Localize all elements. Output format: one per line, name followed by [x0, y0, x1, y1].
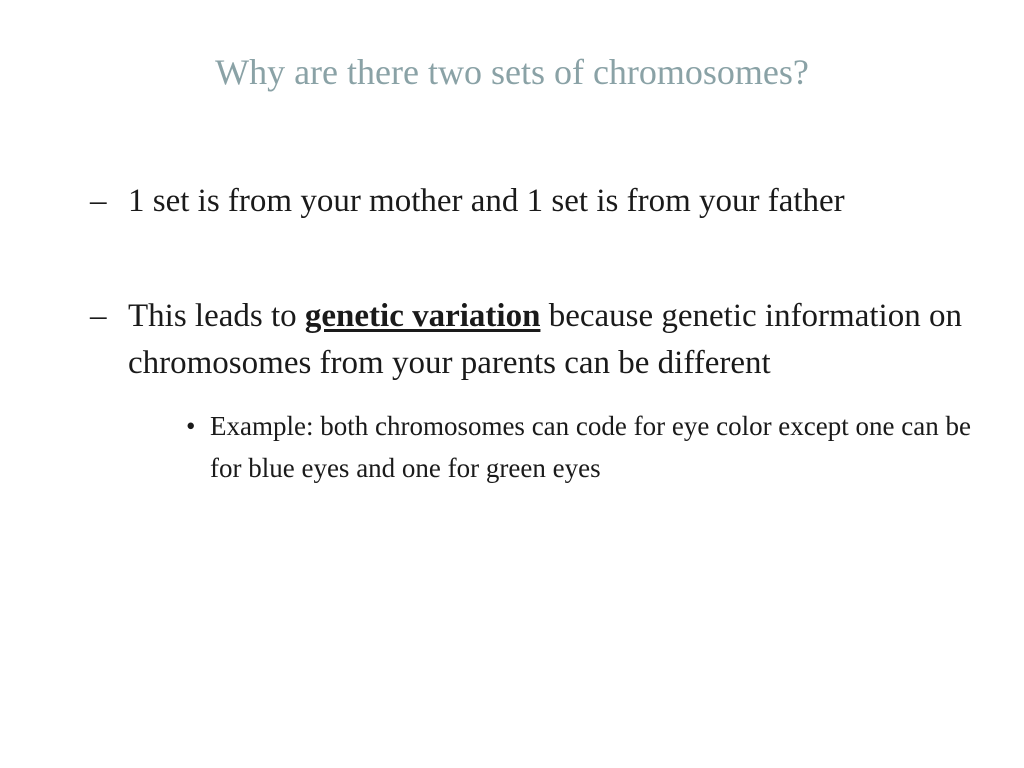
bullet-text-start: This leads to	[128, 298, 305, 334]
slide-content	[90, 178, 990, 489]
dash-bullet-marker: –	[90, 183, 107, 219]
emphasized-term: genetic variation	[304, 298, 541, 334]
bullet-text: 1 set is from your mother and 1 set is from your father	[128, 183, 845, 219]
sub-bullet-item	[172, 405, 990, 489]
sub-bullet-text: Example: both chromosomes can code for eye color except one can be for blue eyes and one for green eyes	[210, 411, 971, 483]
slide-title: Why are there two sets of chromosomes?	[215, 52, 809, 92]
bullet-text-end: because genetic information on chromosomes from your parents can be different	[128, 298, 962, 381]
dot-bullet-marker: •	[186, 411, 196, 441]
bullet-item	[90, 178, 990, 225]
dash-bullet-marker: –	[90, 298, 107, 334]
bullet-item	[90, 293, 990, 489]
